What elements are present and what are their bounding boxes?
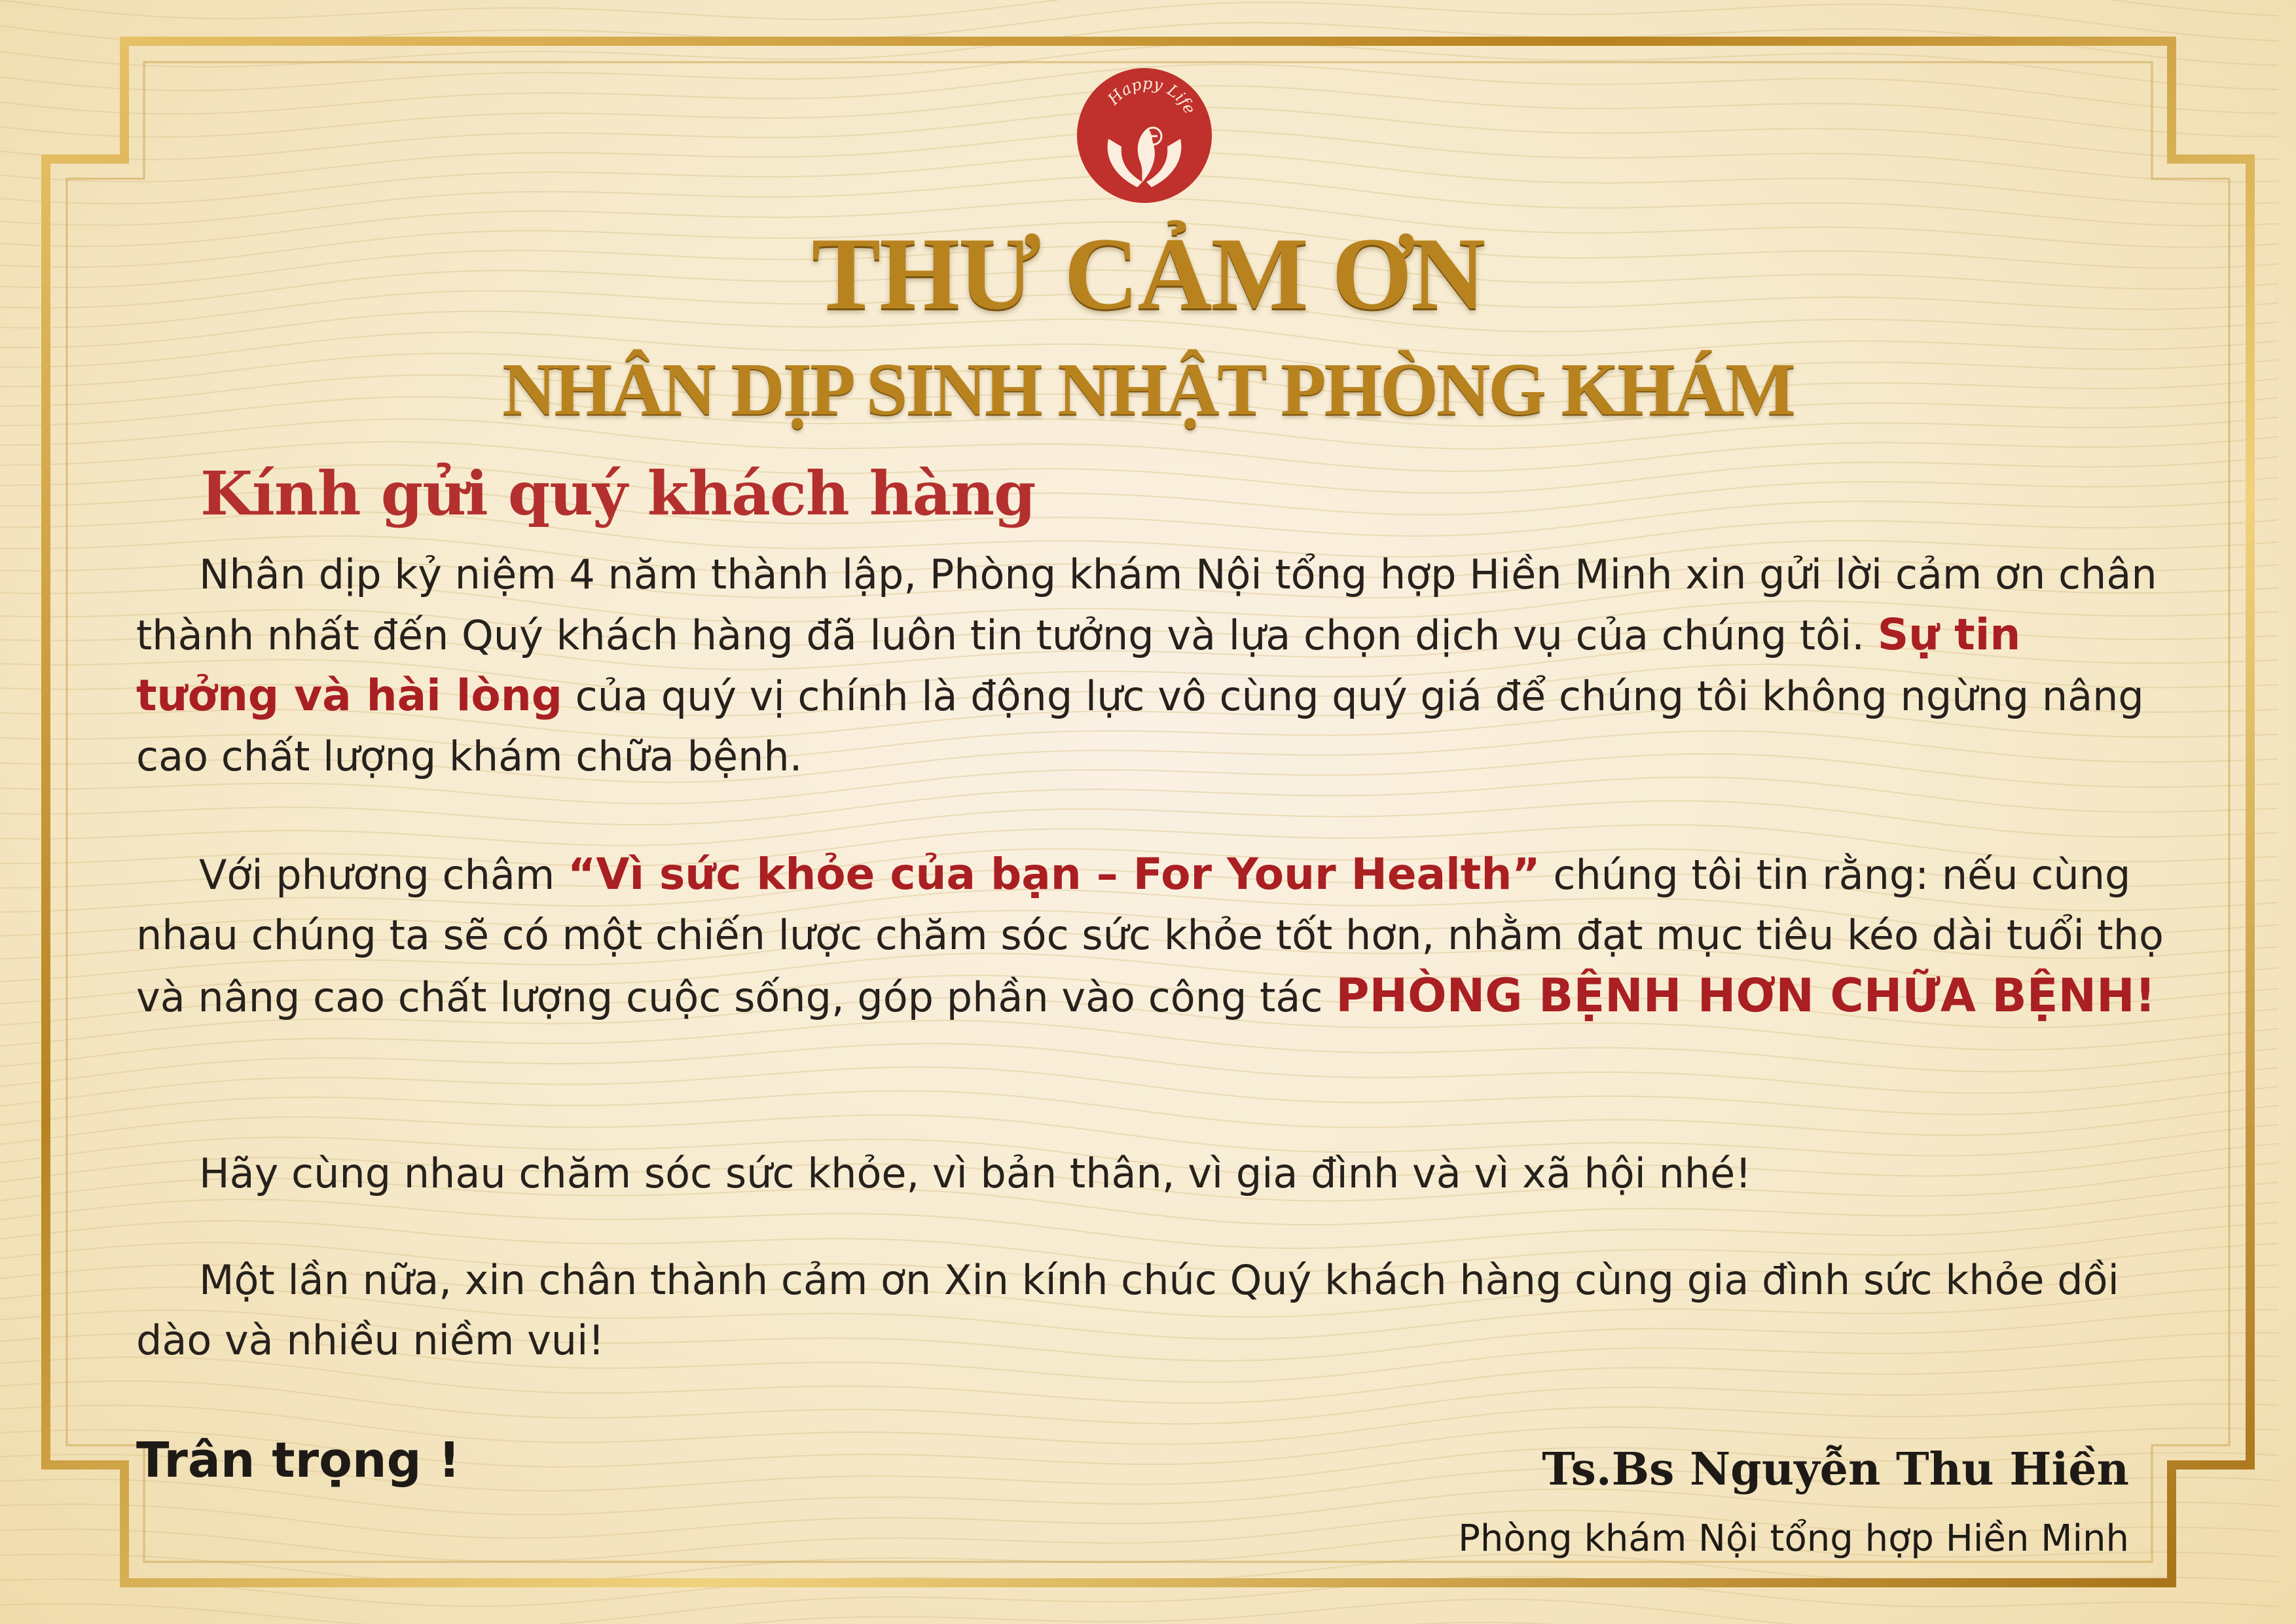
paragraph-2: Với phương châm “Vì sức khỏe của bạn – For Your Health” chúng tôi tin rằng: nếu cùng nhau chúng ta sẽ có một chiến lược chăm sóc sức khỏe tốt hơn, nhằm đạt mục tiêu kéo dài tuổi thọ và nâng cao chất lượng cuộc sống, góp phần vào công tác PHÒNG BỆNH HƠN CHỮA BỆNH! [136, 849, 2164, 1022]
signer-name: Ts.Bs Nguyễn Thu Hiền [1542, 1443, 2129, 1496]
closing-regards: Trân trọng ! [136, 1432, 461, 1489]
greeting: Kính gửi quý khách hàng [200, 458, 1036, 529]
clinic-logo [1074, 65, 1214, 206]
trust-highlight: Sự tin tưởng và hài lòng [136, 609, 2021, 721]
paragraph-1: Nhân dịp kỷ niệm 4 năm thành lập, Phòng khám Nội tổng hợp Hiền Minh xin gửi lời cảm ơn chân thành nhất đến Quý khách hàng đã luôn tin tưởng và lựa chọn dịch vụ của chúng tôi. Sự tin tưởng và hài lòng của quý vị chính là động lực vô cùng quý giá để chúng tôi không ngừng nâng cao chất lượng khám chữa bệnh. [136, 550, 2157, 780]
slogan-highlight: PHÒNG BỆNH HƠN CHỮA BỆNH! [1336, 969, 2156, 1022]
clinic-name: Phòng khám Nội tổng hợp Hiền Minh [1458, 1517, 2129, 1560]
letter-title: THƯ CẢM ƠN [811, 217, 1485, 331]
svg-text:Happy Life: Happy Life [1104, 74, 1199, 117]
paragraph-4: Một lần nữa, xin chân thành cảm ơn Xin kính chúc Quý khách hàng cùng gia đình sức khỏe dồi dào và nhiều niềm vui! [136, 1256, 2119, 1364]
letter-subtitle: NHÂN DỊP SINH NHẬT PHÒNG KHÁM [502, 348, 1794, 431]
paragraph-3: Hãy cùng nhau chăm sóc sức khỏe, vì bản thân, vì gia đình và vì xã hội nhé! [199, 1149, 1752, 1197]
motto-highlight: “Vì sức khỏe của bạn – For Your Health” [568, 849, 1540, 899]
